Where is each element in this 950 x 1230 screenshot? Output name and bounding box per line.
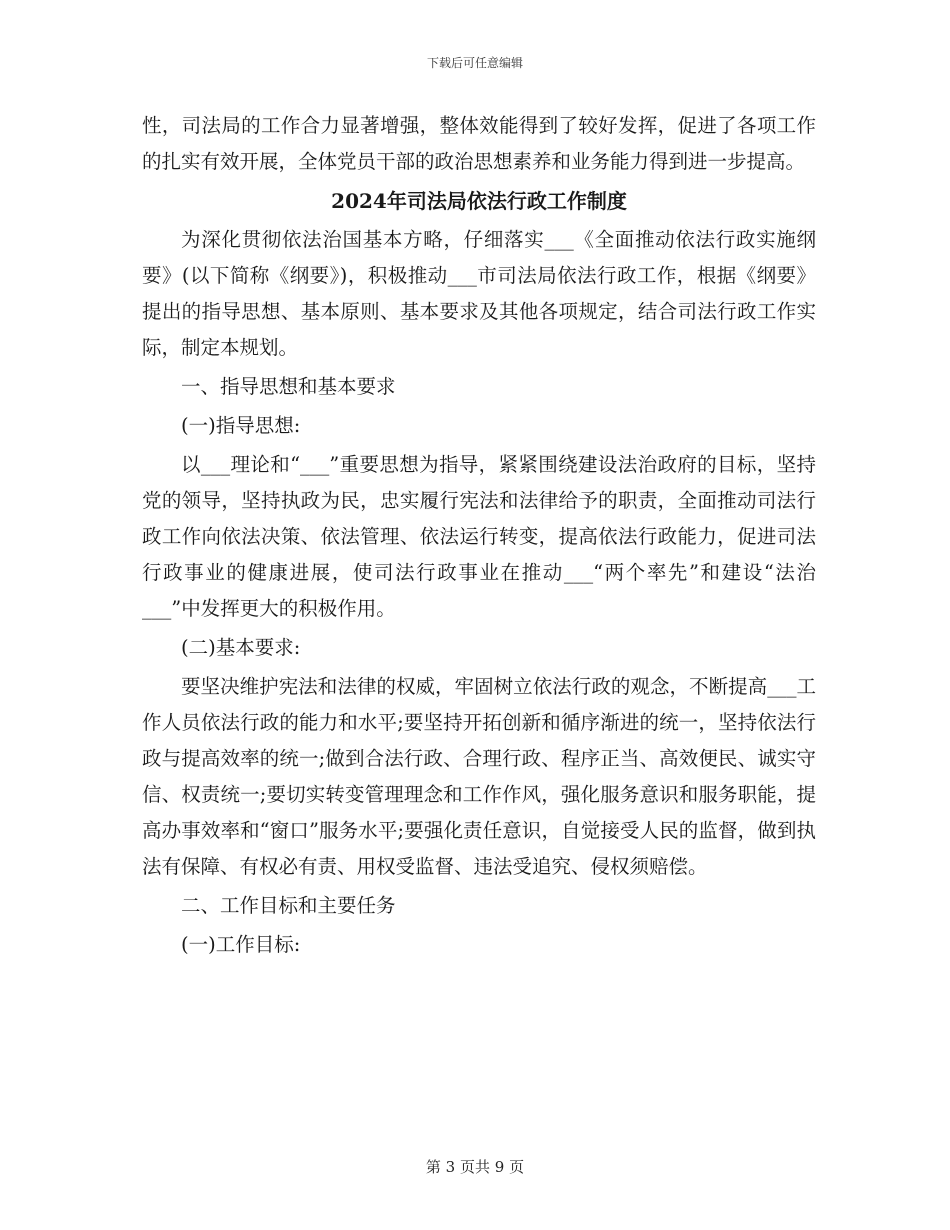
document-body <box>142 108 816 963</box>
paragraph-basic-requirements: 要坚决维护宪法和法律的权威，牢固树立依法行政的观念，不断提高___工作人员依法行政的能力和水平;要坚持开拓创新和循序渐进的统一，坚持依法行政与提高效率的统一;做到合法行政、合理行政、程序正当、高效便民、诚实守信、权责统一;要切实转变管理理念和工作作风，强化服务意识和服务职能，提高办事效率和“窗口”服务水平;要强化责任意识，自觉接受人民的监督，做到执法有保障、有权必有责、用权受监督、违法受追究、侵权须赔偿。 <box>142 675 816 878</box>
subsection-heading-1-1: (一)指导思想: <box>181 414 301 437</box>
paragraph-guiding-ideology: 以___理论和“___”重要思想为指导，紧紧围绕建设法治政府的目标，坚持党的领导，坚持执政为民，忠实履行宪法和法律给予的职责，全面推动司法行政工作向依法决策、依法管理、依法运行转变，提高依法行政能力，促进司法行政事业的健康进展，使司法行政事业在推动___“两个率先”和建设“法治___”中发挥更大的积极作用。 <box>142 453 816 620</box>
page-footer: 第 3 页共 9 页 <box>425 1158 525 1176</box>
section-heading-1: 一、指导思想和基本要求 <box>181 375 396 398</box>
page-header: 下载后可任意编辑 <box>426 56 523 70</box>
subsection-heading-2-1: (一)工作目标: <box>181 933 301 956</box>
document-title: 2024年司法局依法行政工作制度 <box>331 189 627 213</box>
intro-paragraph: 性，司法局的工作合力显著增强，整体效能得到了较好发挥，促进了各项工作的扎实有效开展，全体党员干部的政治思想素养和业务能力得到进一步提高。 <box>142 114 816 173</box>
subsection-heading-1-2: (二)基本要求: <box>181 636 301 659</box>
section-heading-2: 二、工作目标和主要任务 <box>181 894 396 917</box>
paragraph-preamble: 为深化贯彻依法治国基本方略，仔细落实___《全面推动依法行政实施纲要》(以下简称《纲要》)，积极推动___市司法局依法行政工作，根据《纲要》提出的指导思想、基本原则、基本要求及其他各项规定，结合司法行政工作实际，制定本规划。 <box>142 228 816 359</box>
